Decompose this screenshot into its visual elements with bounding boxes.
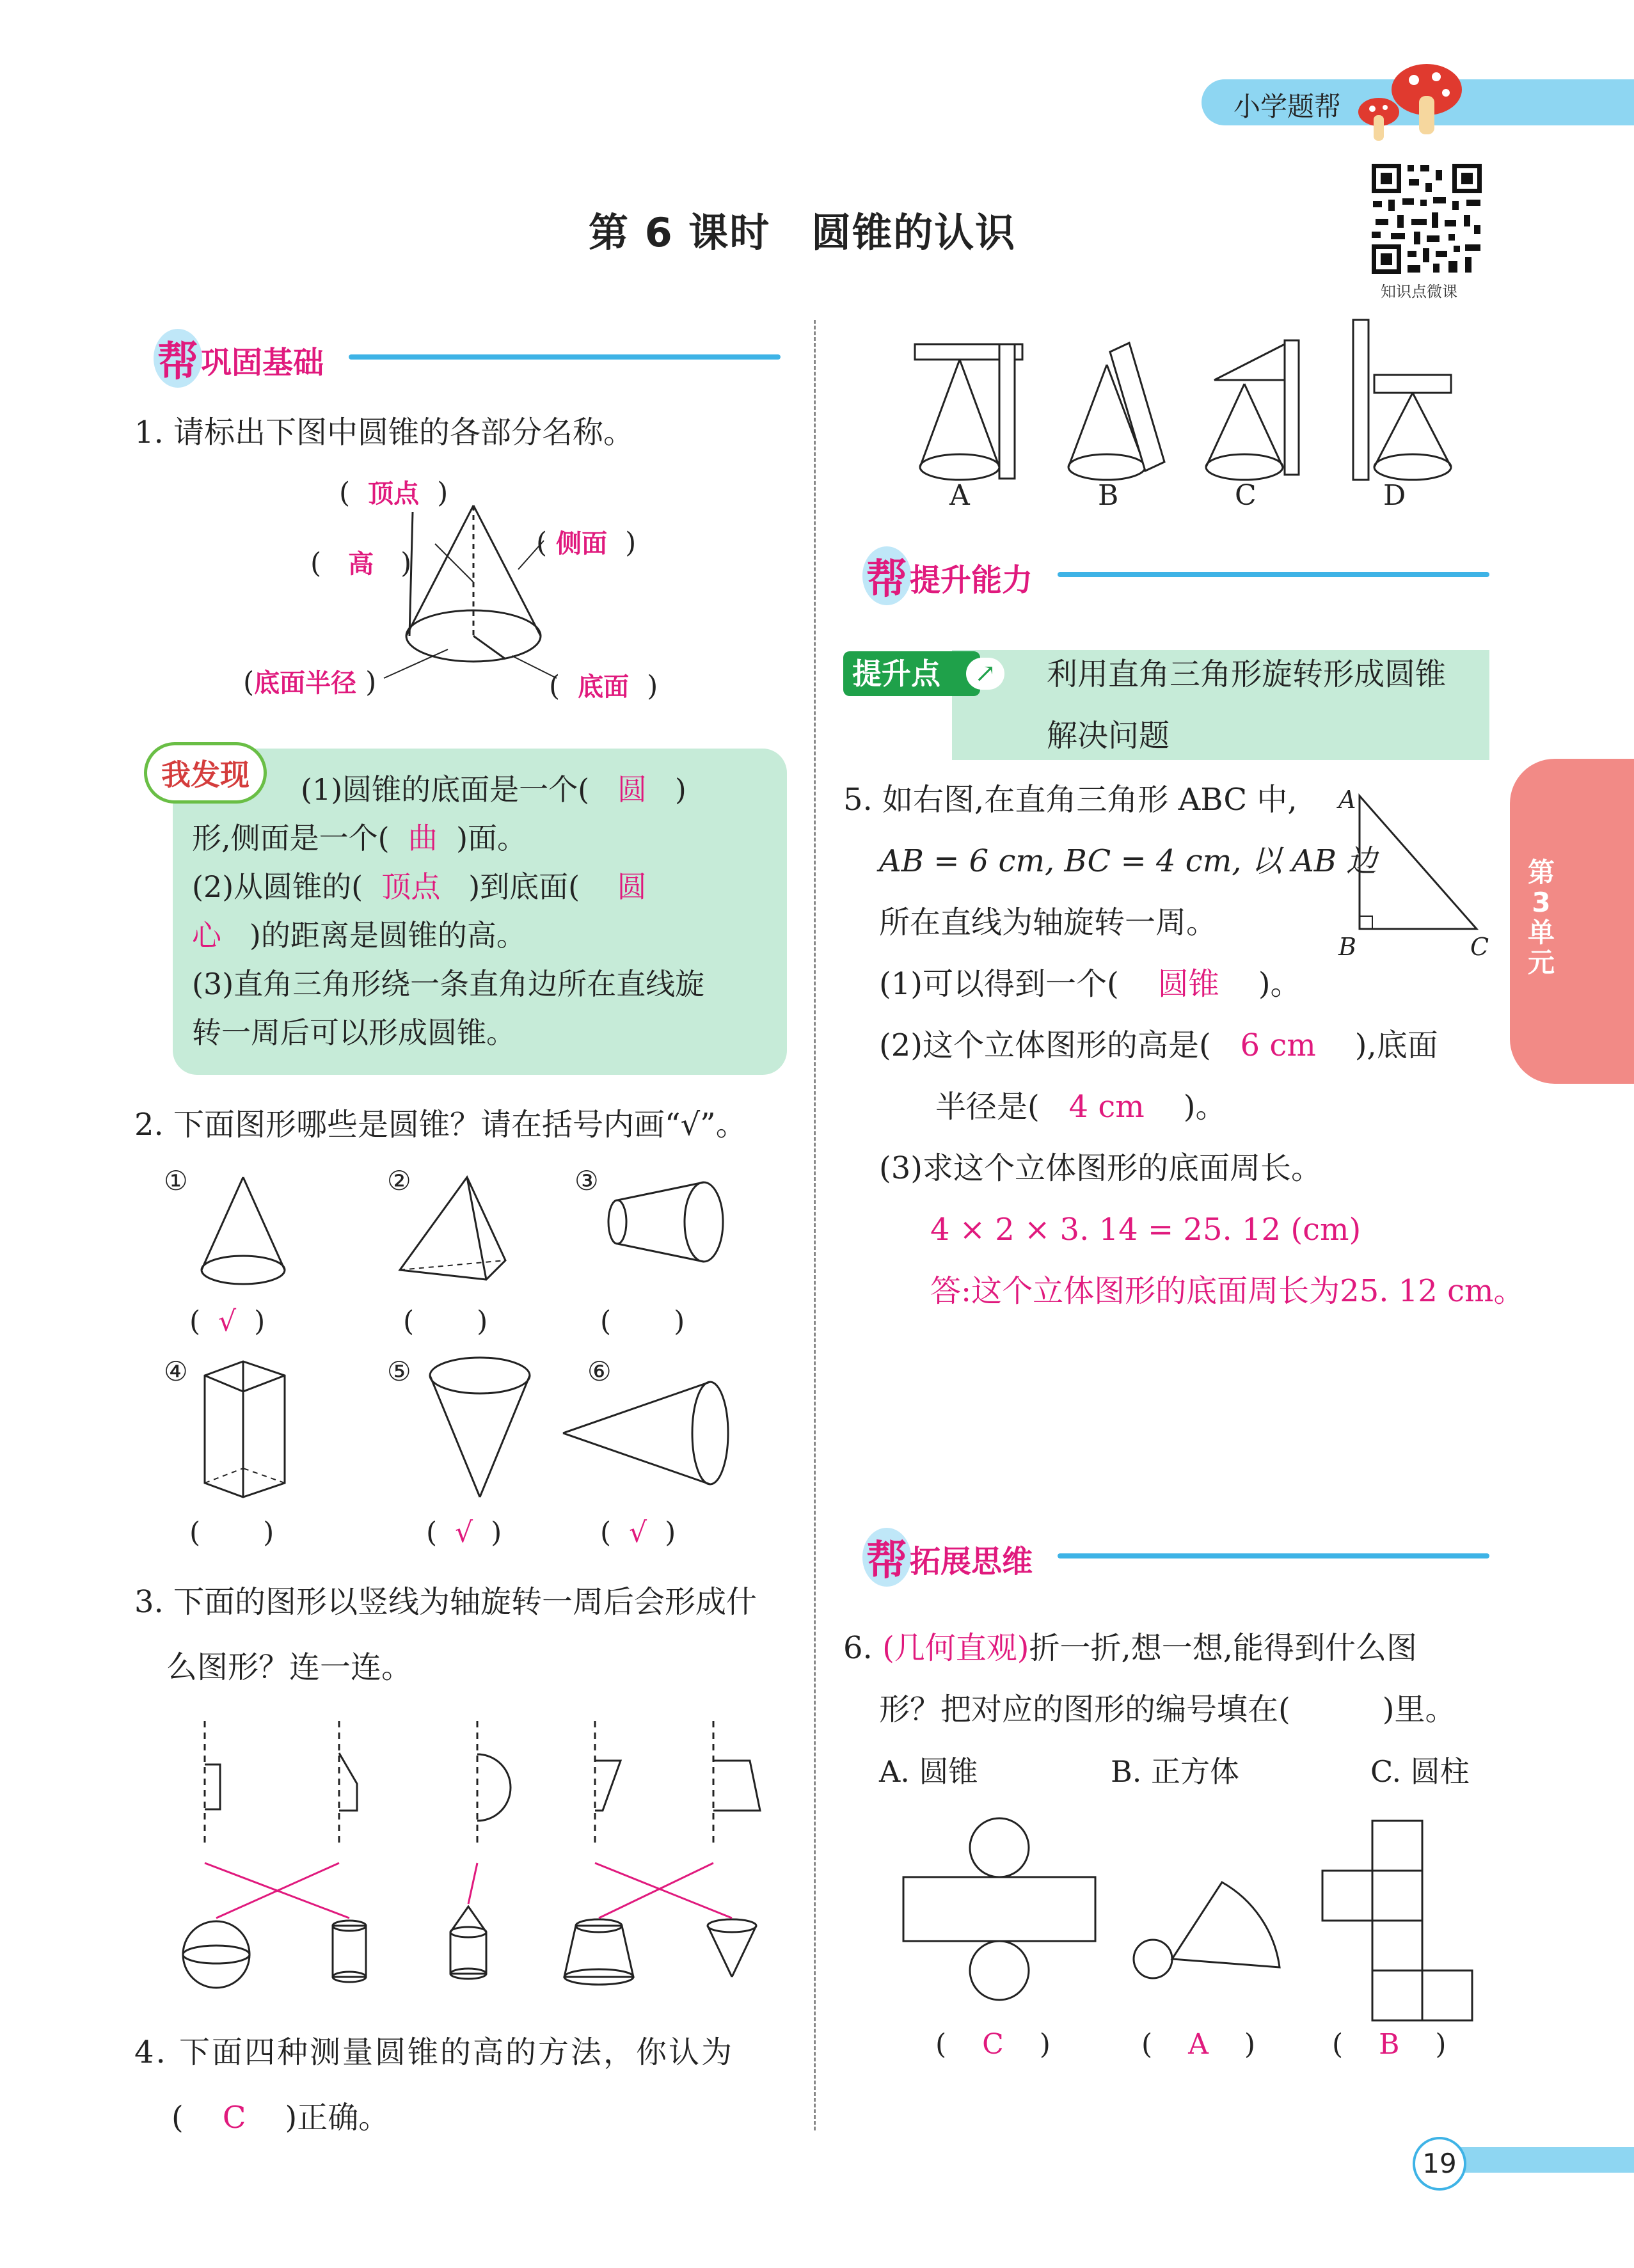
section-title: 拓展思维 xyxy=(910,1544,1033,1580)
section-title: 提升能力 xyxy=(910,562,1033,598)
qr-code[interactable] xyxy=(1369,161,1484,276)
section-badge: 帮 xyxy=(862,546,911,605)
q5-line3: 所在直线为轴旋转一周。 xyxy=(879,905,1218,940)
q2-prompt: 2. 下面图形哪些是圆锥？请在括号内画“√”。 xyxy=(134,1107,747,1143)
upgrade-point-tag: 提升点 xyxy=(843,651,980,696)
q6-answer-2: A xyxy=(1188,2028,1209,2061)
q2-shapes xyxy=(147,1164,761,1523)
section-improve-header xyxy=(843,544,1489,608)
q6-option-b: B. 正方体 xyxy=(1111,1754,1240,1789)
lesson-title: 第 6 课时 圆锥的认识 xyxy=(589,209,1017,256)
q5-final-answer: 答:这个立体图形的底面周长为25. 12 cm。 xyxy=(930,1273,1525,1309)
page-number-bar xyxy=(1440,2147,1634,2173)
q3-matching-diagram xyxy=(173,1715,787,2002)
q6-line1: 6. (几何直观)折一折,想一想,能得到什么图 xyxy=(843,1630,1418,1666)
q5-vertex-a: A xyxy=(1338,786,1356,814)
q1-lateral-answer: 侧面 xyxy=(556,529,608,559)
section-badge: 帮 xyxy=(862,1528,911,1587)
q1-height-answer: 高 xyxy=(348,550,374,579)
upgrade-point-line2: 解决问题 xyxy=(1047,718,1170,754)
section-expand-header xyxy=(843,1525,1489,1589)
q2-num-5: ⑤ xyxy=(387,1356,411,1387)
section-title: 巩固基础 xyxy=(201,345,324,381)
q5-sub3: (3)求这个立体图形的底面周长。 xyxy=(879,1150,1322,1186)
q4-measure-diagrams xyxy=(902,313,1491,493)
upgrade-point-line1: 利用直角三角形旋转形成圆锥 xyxy=(1047,656,1447,692)
q6-option-c: C. 圆柱 xyxy=(1370,1754,1470,1789)
q4-option-a: A xyxy=(949,479,970,512)
q6-line2: 形？把对应的图形的编号填在( )里。 xyxy=(879,1692,1456,1727)
discover-text: (1)圆锥的底面是一个( 圆 ) 形,侧面是一个( 曲 )面。 (2)从圆锥的( 顶点 )到底面( 圆 心 )的距离是圆锥的高。 (3)直角三角形绕一条直角边所在直线旋 转一周后可以形成圆锥。 xyxy=(192,772,705,1050)
q4-line2: ( C )正确。 xyxy=(171,2100,390,2136)
q6-answer-1: C xyxy=(982,2028,1004,2061)
q3-line2: 么图形？连一连。 xyxy=(166,1649,413,1685)
q2-answer-5: √ xyxy=(455,1516,473,1549)
q4-option-b: B xyxy=(1098,479,1119,512)
qr-caption: 知识点微课 xyxy=(1381,283,1457,301)
discover-badge: 我发现 xyxy=(144,742,267,804)
section-basic-header xyxy=(134,326,781,390)
q4-line1: 4. 下面四种测量圆锥的高的方法，你认为 xyxy=(134,2034,734,2070)
q1-radius-answer: 底面半径 xyxy=(254,669,357,698)
q6-option-a: A. 圆锥 xyxy=(879,1754,978,1789)
q5-sub2: (2)这个立体图形的高是( 6 cm ),底面 xyxy=(879,1027,1438,1063)
q1-base-answer: 底面 xyxy=(578,672,630,702)
q4-option-d: D xyxy=(1383,479,1406,512)
q2-answer-1: √ xyxy=(218,1305,237,1338)
unit-tab-label: 第 3 单 元 xyxy=(1527,857,1555,979)
q5-line2: AB = 6 cm, BC = 4 cm, 以 AB 边 xyxy=(879,843,1377,879)
q5-vertex-c: C xyxy=(1470,933,1489,961)
q3-line1: 3. 下面的图形以竖线为轴旋转一周后会形成什 xyxy=(134,1584,758,1620)
q2-num-6: ⑥ xyxy=(587,1356,612,1387)
page-number: 19 xyxy=(1413,2137,1466,2191)
q5-sub1: (1)可以得到一个( 圆锥 )。 xyxy=(879,966,1301,1002)
column-divider xyxy=(814,320,816,2130)
brand-label: 小学题帮 xyxy=(1233,91,1342,122)
q5-calc: 4 × 2 × 3. 14 = 25. 12 (cm) xyxy=(930,1212,1361,1248)
q2-num-3: ③ xyxy=(575,1165,599,1196)
q2-num-1: ① xyxy=(164,1165,188,1196)
q2-num-2: ② xyxy=(387,1165,411,1196)
q5-line1: 5. 如右图,在直角三角形 ABC 中, xyxy=(843,782,1297,818)
q5-sub2-cont: 半径是( 4 cm )。 xyxy=(935,1089,1226,1125)
q6-answer-3: B xyxy=(1379,2028,1400,2061)
q6-tag: (几何直观) xyxy=(882,1630,1029,1666)
q2-num-4: ④ xyxy=(164,1356,188,1387)
q1-apex-answer: 顶点 xyxy=(368,479,420,509)
q5-vertex-b: B xyxy=(1338,933,1356,961)
q4-answer: C xyxy=(222,2100,246,2136)
q1-prompt: 1. 请标出下图中圆锥的各部分名称。 xyxy=(134,415,635,450)
upgrade-arrow-icon: ↗ xyxy=(966,658,1004,690)
section-badge: 帮 xyxy=(154,329,202,388)
mushroom-icon xyxy=(1350,58,1471,147)
q4-option-c: C xyxy=(1235,479,1257,512)
q2-answer-6: √ xyxy=(629,1516,647,1549)
q6-nets-diagram xyxy=(896,1817,1484,2034)
